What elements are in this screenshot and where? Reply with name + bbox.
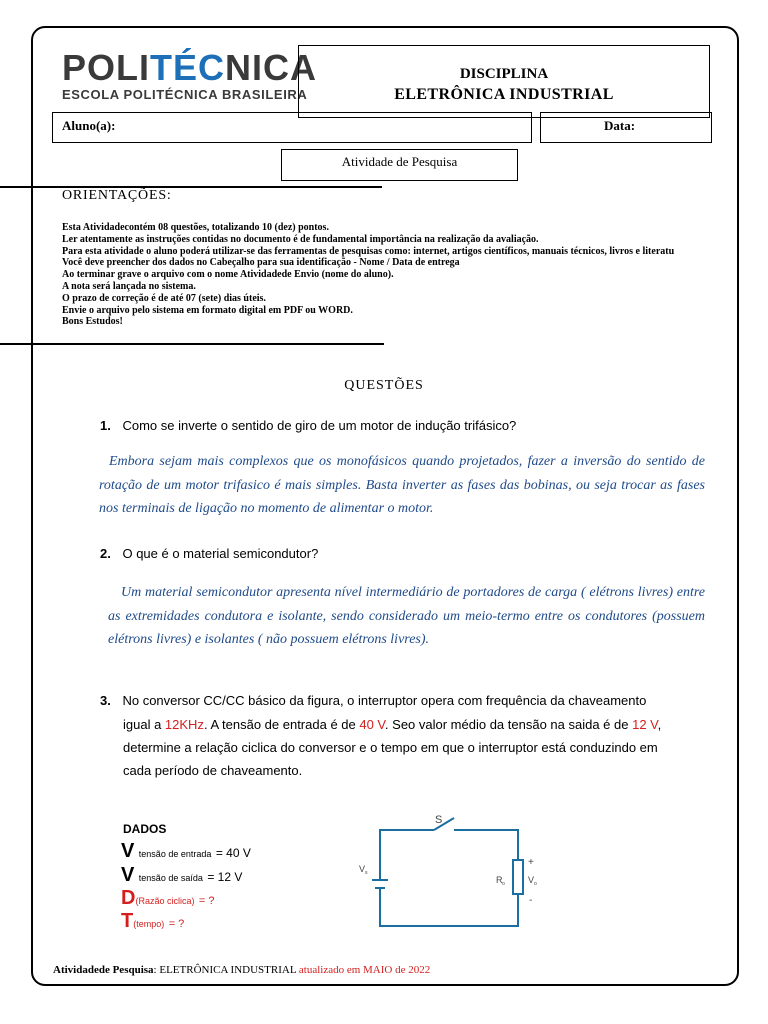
aluno-field[interactable] [52,112,532,143]
answer-1: Embora sejam mais complexos que os monofásicos quando projetados, fazer a inversão do sentido de rotação de um motor trifasico é mais simples. Basta inverter as fases das bobinas, ou seja trocar as fases nos terminais de ligação no momento de alimentar o motor. [99,454,705,516]
question-1 [100,418,516,433]
dados-t-subscript: (tempo) [133,919,165,929]
footer-label: Atividadede Pesquisa [53,964,154,976]
question-3 [100,693,646,708]
circuit-wires [380,818,523,926]
resistor-subscript: o [502,881,505,887]
orientacao-item: A nota será lançada no sistema. [62,280,196,292]
orientacao-item: Você deve preencher dos dados no Cabeçalho para sua identificação - Nome / Data de entrega [62,257,460,269]
orientacao-item: Para esta atividade o aluno poderá utilizar-se das ferramentas de pesquisas como: internet, artigos científicos, manuais técnicos, livros e literatu [62,245,675,257]
q3-input-voltage: 40 V [359,717,385,732]
dados-v2-symbol: V [121,864,135,886]
question-3-line-3: determine a relação ciclica do conversor e o tempo em que o interruptor está conduzindo em [123,740,658,755]
wire-bottom [380,889,518,926]
wire-top-left [380,830,434,880]
question-2-text: O que é o material semicondutor? [122,546,319,561]
divider-top [0,186,382,188]
switch-label: S [435,814,443,826]
output-plus: + [528,857,534,868]
page-footer [53,964,430,976]
dados-d-subscript: (Razão ciclica) [135,896,195,906]
dados-v1-subscript: tensão de entrada [138,849,212,859]
question-1-number: 1. [100,418,111,433]
dados-title: DADOS [123,822,167,836]
dados-t [121,910,184,933]
orientacoes-list [62,222,674,328]
dados-d-value: = ? [198,895,215,907]
dados-d [121,887,215,910]
logo-part-3: NICA [225,47,318,88]
converter-circuit-diagram [350,808,560,933]
orientacao-item: Envie o arquivo pelo sistema em formato digital em PDF ou WORD. [62,304,353,316]
question-2-number: 2. [100,546,111,561]
orientacao-item: Bons Estudos! [62,316,123,328]
resistor [513,860,523,894]
source-label: V [359,864,366,874]
output-subscript: o [534,881,537,887]
q3-text: . A tensão de entrada é de [203,717,360,732]
resistor-label: R [496,875,503,885]
question-2 [100,546,318,561]
footer-course: ELETRÔNICA INDUSTRIAL [159,964,297,976]
question-3-line-4: cada período de chaveamento. [123,763,303,778]
divider-bottom [0,343,384,345]
orientacoes-title: ORIENTAÇÕES: [62,188,172,203]
logo-part-2: TÉC [150,47,226,88]
politecnica-logo [62,48,317,88]
data-field[interactable] [540,112,712,143]
q3-output-voltage: 12 V [632,717,658,732]
question-3-line-2 [123,717,661,732]
dados-v1-value: = 40 V [215,846,251,860]
answer-2: Um material semicondutor apresenta nível intermediário de portadores de carga ( elétrons livres) entre as extremidades condutora e isolante, sendo considerado um meio-termo entre os condutores (possuem elétrons livres) e isolantes ( não possuem elétrons livres). [108,585,705,647]
output-minus: - [529,895,533,906]
dados-t-symbol: T [121,910,134,932]
output-label: V [528,875,535,885]
disciplina-name: ELETRÔNICA INDUSTRIAL [394,86,614,103]
dados-d-symbol: D [121,887,136,909]
source-battery [372,880,388,888]
q3-text: igual a [123,717,165,732]
dados-v-entrada [121,840,251,863]
wire-top-right [454,830,518,860]
dados-v1-symbol: V [121,840,135,862]
dados-v-saida [121,864,242,887]
disciplina-label: DISCIPLINA [459,66,549,82]
source-subscript: s [365,870,368,876]
atividade-label: Atividade de Pesquisa [341,154,458,169]
footer-separator: : [153,964,160,976]
aluno-label: Aluno(a): [62,118,116,133]
data-label: Data: [604,118,636,133]
questoes-title: QUESTÕES [344,378,424,393]
orientacao-item: Ler atentamente as instruções contidas no documento é de fundamental importância na realização da avaliação. [62,233,539,245]
atividade-box [281,149,518,181]
footer-updated: atualizado em MAIO de 2022 [296,964,431,976]
disciplina-box [298,45,710,118]
q3-frequency: 12KHz [164,717,204,732]
dados-v2-value: = 12 V [207,870,243,884]
question-3-number: 3. [100,693,111,708]
dados-t-value: = ? [168,918,185,930]
q3-text: . Seo valor médio da tensão na saida é de [384,717,633,732]
orientacao-item: Esta Atividadecontém 08 questões, totalizando 10 (dez) pontos. [62,222,329,233]
question-1-text: Como se inverte o sentido de giro de um motor de indução trifásico? [122,418,517,433]
question-3-line-1: No conversor CC/CC básico da figura, o interruptor opera com frequência da chaveamento [122,693,647,708]
logo-subtitle: ESCOLA POLITÉCNICA BRASILEIRA [62,87,308,102]
orientacao-item: O prazo de correção é de até 07 (sete) dias úteis. [62,292,266,304]
logo-part-1: POLI [62,47,151,88]
q3-text: , [657,717,662,732]
dados-v2-subscript: tensão de saída [138,873,203,883]
orientacao-item: Ao terminar grave o arquivo com o nome Atividadede Envio (nome do aluno). [62,269,394,281]
